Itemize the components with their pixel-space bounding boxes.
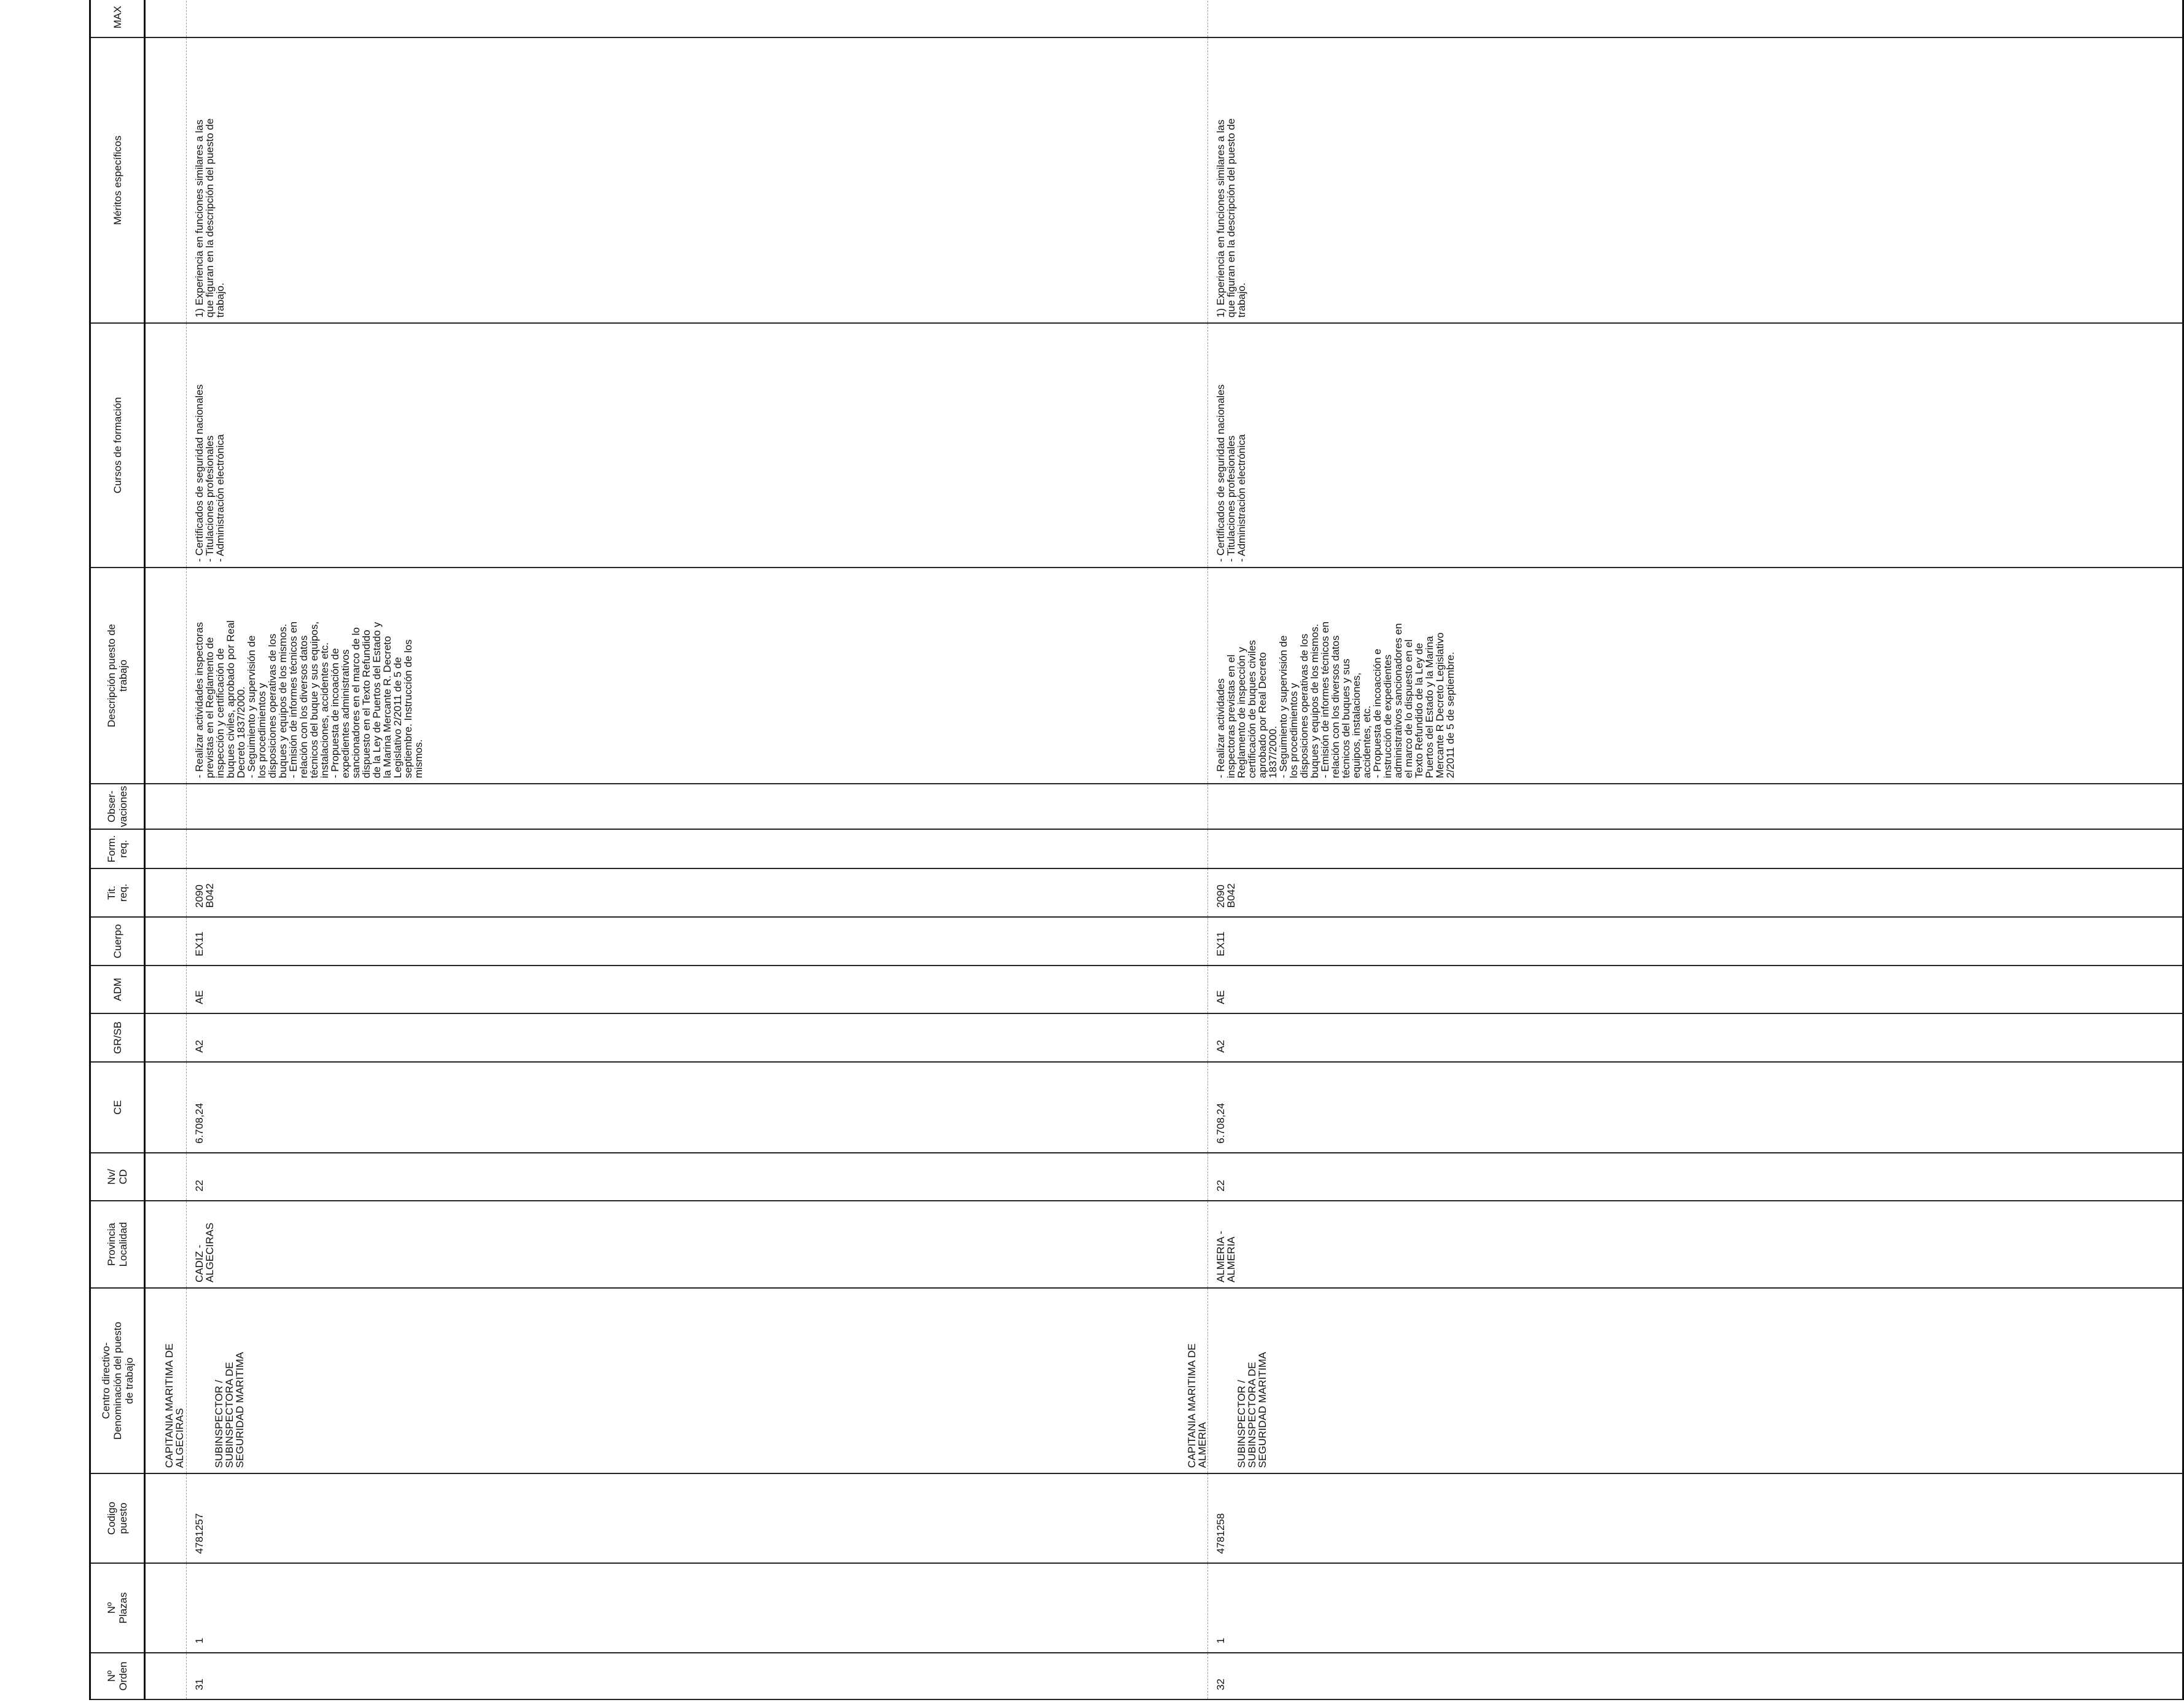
header-formacion: Form. req. bbox=[90, 829, 145, 868]
centro-directivo: CAPITANIA MARITIMA DE ALMERIA bbox=[1186, 1343, 1208, 1468]
header-ce: CE bbox=[90, 1062, 145, 1153]
header-codigo: Codigo puesto bbox=[90, 1473, 145, 1563]
cell-adm: AE bbox=[187, 966, 1208, 1013]
cell-titulacion: 2090 B042 bbox=[187, 868, 1208, 917]
vacancies-table-sheet bbox=[89, 0, 1456, 1700]
cell-plazas: 1 bbox=[1208, 1563, 2183, 1653]
cell-descripcion: - Realizar actividades inspectoras previstas en el Reglamento de inspección y certificación de buques civiles, aprobado por Real Decreto 1837/2000. - Seguimiento y supervisión de los procedimientos y disposiciones operativas de los buques y equipos de los mismos. - Emisión de informes técnicos en relación con los diversos datos técnicos del buque y sus equipos, instalaciones, accidentes etc. - Propuesta de incoación de expedientes administrativos sancionadores en el marco de lo dispuesto en el Texto Refundido de la Ley de Puertos del Estado y la Marina Mercante R. Decreto Legislativo 2/2011 de 5 de septiembre. Instrucción de los mismos. bbox=[187, 568, 1208, 784]
header-grupo: GR/SB bbox=[90, 1013, 145, 1062]
header-orden: Nº Orden bbox=[90, 1653, 145, 1699]
cell-meritos: 1) Experiencia en funciones similares a las que figuran en la descripción del puesto de trabajo. bbox=[1208, 37, 2183, 323]
cell-cursos: - Certificados de seguridad nacionales - Titulaciones profesionales - Administración electrónica bbox=[1208, 323, 2183, 568]
cell-orden: 31 bbox=[187, 1653, 1208, 1699]
centro-directivo: CAPITANIA MARITIMA DE ALGECIRAS bbox=[163, 1343, 185, 1468]
puesto-denominacion: SUBINSPECTOR / SUBINSPECTORA DE SEGURIDAD MARITIMA bbox=[1236, 1352, 1268, 1468]
cell-max bbox=[1208, 0, 2183, 37]
cell-adm: AE bbox=[1208, 966, 2183, 1013]
cell-ce: 6.708,24 bbox=[1208, 1062, 2183, 1153]
cell-formacion bbox=[187, 829, 1208, 868]
table-row bbox=[1208, 0, 2183, 1699]
header-descripcion: Descripción puesto de trabajo bbox=[90, 568, 145, 784]
cell-meritos: 1) Experiencia en funciones similares a las que figuran en la descripción del puesto de trabajo. bbox=[187, 37, 1208, 323]
table-row bbox=[187, 0, 1208, 1699]
cell-plazas: 1 bbox=[187, 1563, 1208, 1653]
cell-grupo: A2 bbox=[1208, 1013, 2183, 1062]
cell-descripcion: - Realizar actividades inspectoras previstas en el Reglamento de inspección y certificación de buques civiles aprobado por Real Decreto 1837/2000. - Seguimiento y supervisión de los procedimientos y disposiciones operativas de los buques y equipos de los mismos. - Emisión de informes técnicos en relación con los diversos datos técnicos del buques y sus equipos, instalaciones, accidentes, etc. - Propuesta de incoacción e instrucción de expedientes administrativos sancionadores en el marco de lo dispuesto en el Texto Refundido de la Ley de Puertos del Estado y la Marina Mercante R Decreto Legislativo 2/2011 de 5 de septiembre. bbox=[1208, 568, 2183, 784]
header-observaciones: Obser- vaciones bbox=[90, 784, 145, 829]
header-adm: ADM bbox=[90, 966, 145, 1013]
cell-cursos: - Certificados de seguridad nacionales - Titulaciones profesionales - Administración electrónica bbox=[187, 323, 1208, 568]
table-header-row bbox=[90, 0, 145, 1699]
cell-centro bbox=[163, 1288, 1208, 1473]
header-cursos: Cursos de formación bbox=[90, 323, 145, 568]
header-max: MAX bbox=[90, 0, 145, 37]
header-plazas: Nº Plazas bbox=[90, 1563, 145, 1653]
cell-titulacion: 2090 B042 bbox=[1208, 868, 2183, 917]
puesto-denominacion: SUBINSPECTOR / SUBINSPECTORA DE SEGURIDAD MARITIMA bbox=[213, 1352, 246, 1468]
header-titulacion: Tit. req. bbox=[90, 868, 145, 917]
vacancies-table bbox=[89, 0, 2184, 1700]
cell-nivel: 22 bbox=[187, 1153, 1208, 1201]
cell-observaciones bbox=[1208, 784, 2183, 829]
cell-provincia: ALMERIA - ALMERIA bbox=[1208, 1201, 2183, 1288]
cell-formacion bbox=[1208, 829, 2183, 868]
cell-nivel: 22 bbox=[1208, 1153, 2183, 1201]
cell-observaciones bbox=[187, 784, 1208, 829]
cell-cuerpo: EX11 bbox=[187, 917, 1208, 966]
cell-grupo: A2 bbox=[187, 1013, 1208, 1062]
header-centro: Centro directivo- Denominación del puesto de trabajo bbox=[90, 1288, 145, 1473]
header-cuerpo: Cuerpo bbox=[90, 917, 145, 966]
header-provincia: Provincia Localidad bbox=[90, 1201, 145, 1288]
header-nivel: Nv/ CD bbox=[90, 1153, 145, 1201]
cell-orden: 32 bbox=[1208, 1653, 2183, 1699]
cell-ce: 6.708,24 bbox=[187, 1062, 1208, 1153]
cell-cuerpo: EX11 bbox=[1208, 917, 2183, 966]
cell-centro bbox=[1186, 1288, 2183, 1473]
header-meritos: Méritos específicos bbox=[90, 37, 145, 323]
cell-codigo: 4781257 bbox=[187, 1473, 1208, 1563]
cell-codigo: 4781258 bbox=[1208, 1473, 2183, 1563]
cell-provincia: CADIZ - ALGECIRAS bbox=[187, 1201, 1208, 1288]
cell-max bbox=[187, 0, 1208, 37]
